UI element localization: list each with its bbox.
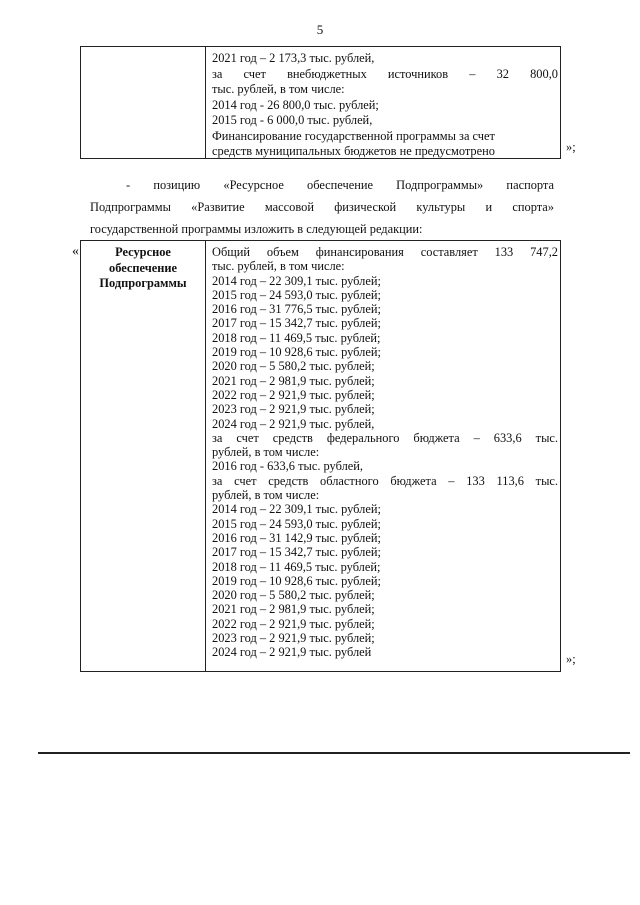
footer-rule (38, 752, 630, 754)
table-line: 2016 год – 31 142,9 тыс. рублей; (212, 530, 381, 545)
table-line: 2019 год – 10 928,6 тыс. рублей; (212, 345, 381, 360)
table-line: за счет средств областного бюджета – 133 113,6 тыс. (212, 473, 558, 488)
table-line: 2024 год – 2 921,9 тыс. рублей, (212, 416, 375, 431)
table-line: 2015 год - 6 000,0 тыс. рублей, (212, 113, 373, 127)
table-line: 2015 год – 24 593,0 тыс. рублей; (212, 287, 381, 302)
label-line: Ресурсное (115, 245, 171, 259)
table-line: рублей, в том числе: (212, 445, 320, 460)
table-line: 2018 год – 11 469,5 тыс. рублей; (212, 559, 381, 574)
opening-quote-mark: « (72, 244, 79, 259)
table-line: рублей, в том числе: (212, 488, 320, 503)
table-line: 2018 год – 11 469,5 тыс. рублей; (212, 330, 381, 345)
table-column-divider (205, 47, 206, 158)
table-line: 2023 год – 2 921,9 тыс. рублей; (212, 402, 375, 417)
table-line: 2023 год – 2 921,9 тыс. рублей; (212, 631, 375, 646)
table-line: Общий объем финансирования составляет 133 747,2 (212, 245, 558, 259)
resource-provision-label (81, 245, 205, 292)
funding-table-top (80, 46, 561, 159)
table-line: 2017 год – 15 342,7 тыс. рублей; (212, 545, 381, 560)
table-line: 2021 год – 2 173,3 тыс. рублей, (212, 51, 375, 65)
closing-quote-mark: »; (566, 652, 576, 666)
table-line: 2014 год – 22 309,1 тыс. рублей; (212, 502, 381, 517)
table-line: 2016 год – 31 776,5 тыс. рублей; (212, 302, 381, 317)
table-line: 2019 год – 10 928,6 тыс. рублей; (212, 573, 381, 588)
paragraph-line: Подпрограммы «Развитие массовой физической культуры и спорта» (90, 200, 554, 214)
resource-provision-content (212, 245, 558, 660)
funding-table-top-content (212, 51, 558, 160)
table-line: Финансирование государственной программы за счет (212, 128, 495, 143)
table-line: 2024 год – 2 921,9 тыс. рублей (212, 645, 372, 660)
label-line: обеспечение (109, 260, 177, 275)
paragraph-line: - позицию «Ресурсное обеспечение Подпрограммы» паспорта (126, 178, 554, 192)
table-line: 2021 год – 2 981,9 тыс. рублей; (212, 373, 375, 388)
table-line: средств муниципальных бюджетов не предусмотрено (212, 144, 495, 158)
table-line: 2020 год – 5 580,2 тыс. рублей; (212, 588, 375, 603)
amendment-paragraph (90, 174, 554, 240)
page-number: 5 (316, 22, 324, 37)
table-line: 2022 год – 2 921,9 тыс. рублей; (212, 387, 375, 402)
table-column-divider (205, 241, 206, 671)
table-line: за счет средств федерального бюджета – 633,6 тыс. (212, 430, 558, 445)
table-line: 2017 год – 15 342,7 тыс. рублей; (212, 316, 381, 331)
table-line: за счет внебюджетных источников – 32 800,0 (212, 66, 558, 81)
resource-provision-table (80, 240, 561, 672)
table-line: 2016 год - 633,6 тыс. рублей, (212, 459, 363, 474)
table-line: 2014 год - 26 800,0 тыс. рублей; (212, 97, 379, 112)
table-line: тыс. рублей, в том числе: (212, 259, 345, 274)
label-line: Подпрограммы (99, 276, 187, 290)
table-line: 2020 год – 5 580,2 тыс. рублей; (212, 359, 375, 374)
table-line: 2022 год – 2 921,9 тыс. рублей; (212, 616, 375, 631)
paragraph-line: государственной программы изложить в следующей редакции: (90, 222, 423, 236)
table-line: 2014 год – 22 309,1 тыс. рублей; (212, 273, 381, 288)
table-line: тыс. рублей, в том числе: (212, 82, 345, 96)
table-line: 2015 год – 24 593,0 тыс. рублей; (212, 516, 381, 531)
table-line: 2021 год – 2 981,9 тыс. рублей; (212, 602, 375, 617)
closing-quote-mark: »; (566, 140, 576, 154)
